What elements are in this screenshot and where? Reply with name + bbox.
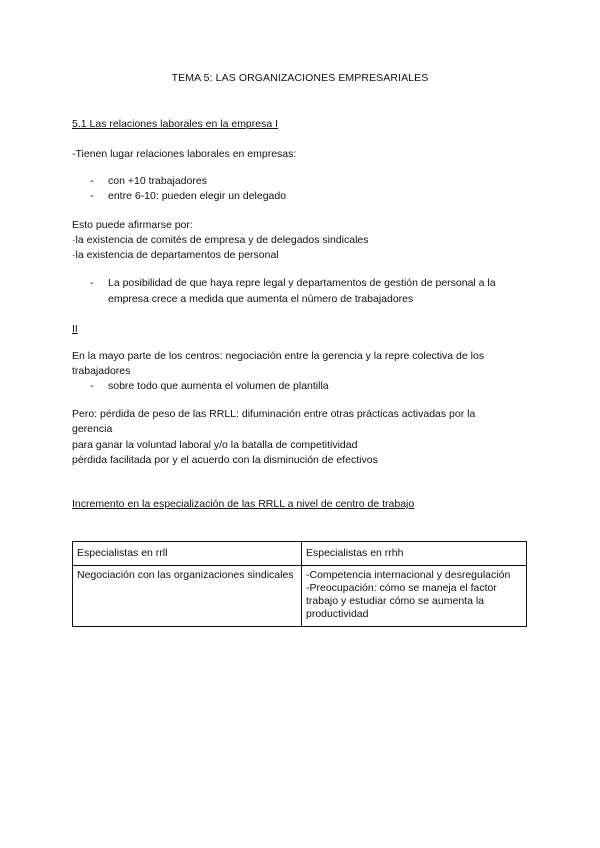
bullet-dash: - — [90, 175, 94, 187]
list-item: con +10 trabajadores — [108, 175, 207, 187]
table-header-cell: Especialistas en rrhh — [302, 542, 527, 566]
paragraph-line: para ganar la voluntad laboral y/o la batalla de competitividad — [72, 439, 358, 451]
table-header-row — [73, 542, 527, 566]
paragraph-line: trabajadores — [72, 365, 131, 377]
cell-line: -Preocupación: cómo se maneja el factor — [306, 582, 497, 594]
bullet-dash: - — [90, 190, 94, 202]
comparison-table — [72, 541, 527, 627]
document-title: TEMA 5: LAS ORGANIZACIONES EMPRESARIALES — [171, 72, 429, 84]
paragraph-line: gerencia — [72, 423, 113, 435]
section-heading: 5.1 Las relaciones laborales en la empresa I — [72, 118, 279, 130]
table-header-cell: Especialistas en rrll — [73, 542, 302, 566]
affirm-item: ·la existencia de departamentos de personal — [72, 249, 279, 261]
bullet-dash: - — [90, 380, 94, 392]
bullet-dash: - — [90, 277, 94, 289]
table-cell: Negociación con las organizaciones sindicales — [73, 566, 302, 627]
table-cell — [302, 566, 527, 627]
cell-line: trabajo y estudiar cómo se aumenta la — [306, 595, 485, 607]
subheading: Incremento en la especialización de las RRLL a nivel de centro de trabajo — [72, 498, 415, 510]
paragraph-line: En la mayo parte de los centros: negociación entre la gerencia y la repre colectiva de los — [72, 350, 485, 362]
table-row — [73, 566, 527, 627]
roman-heading: II — [72, 323, 78, 335]
list-item: entre 6-10: pueden elegir un delegado — [108, 190, 287, 202]
intro-text: -Tienen lugar relaciones laborales en empresas: — [72, 148, 297, 160]
list-item: sobre todo que aumenta el volumen de plantilla — [108, 380, 329, 392]
cell-line: productividad — [306, 608, 369, 620]
cell-line: -Competencia internacional y desregulación — [306, 569, 511, 581]
possibility-line-2: empresa crece a medida que aumenta el número de trabajadores — [108, 293, 414, 305]
paragraph-line: pérdida facilitada por y el acuerdo con la disminución de efectivos — [72, 454, 378, 466]
affirm-intro: Esto puede afirmarse por: — [72, 219, 193, 231]
affirm-item: ·la existencia de comités de empresa y de delegados sindicales — [72, 234, 369, 246]
paragraph-line: Pero: pérdida de peso de las RRLL: difuminación entre otras prácticas activadas por la — [72, 408, 476, 420]
possibility-line-1: La posibilidad de que haya repre legal y departamentos de gestión de personal a la — [108, 277, 496, 289]
